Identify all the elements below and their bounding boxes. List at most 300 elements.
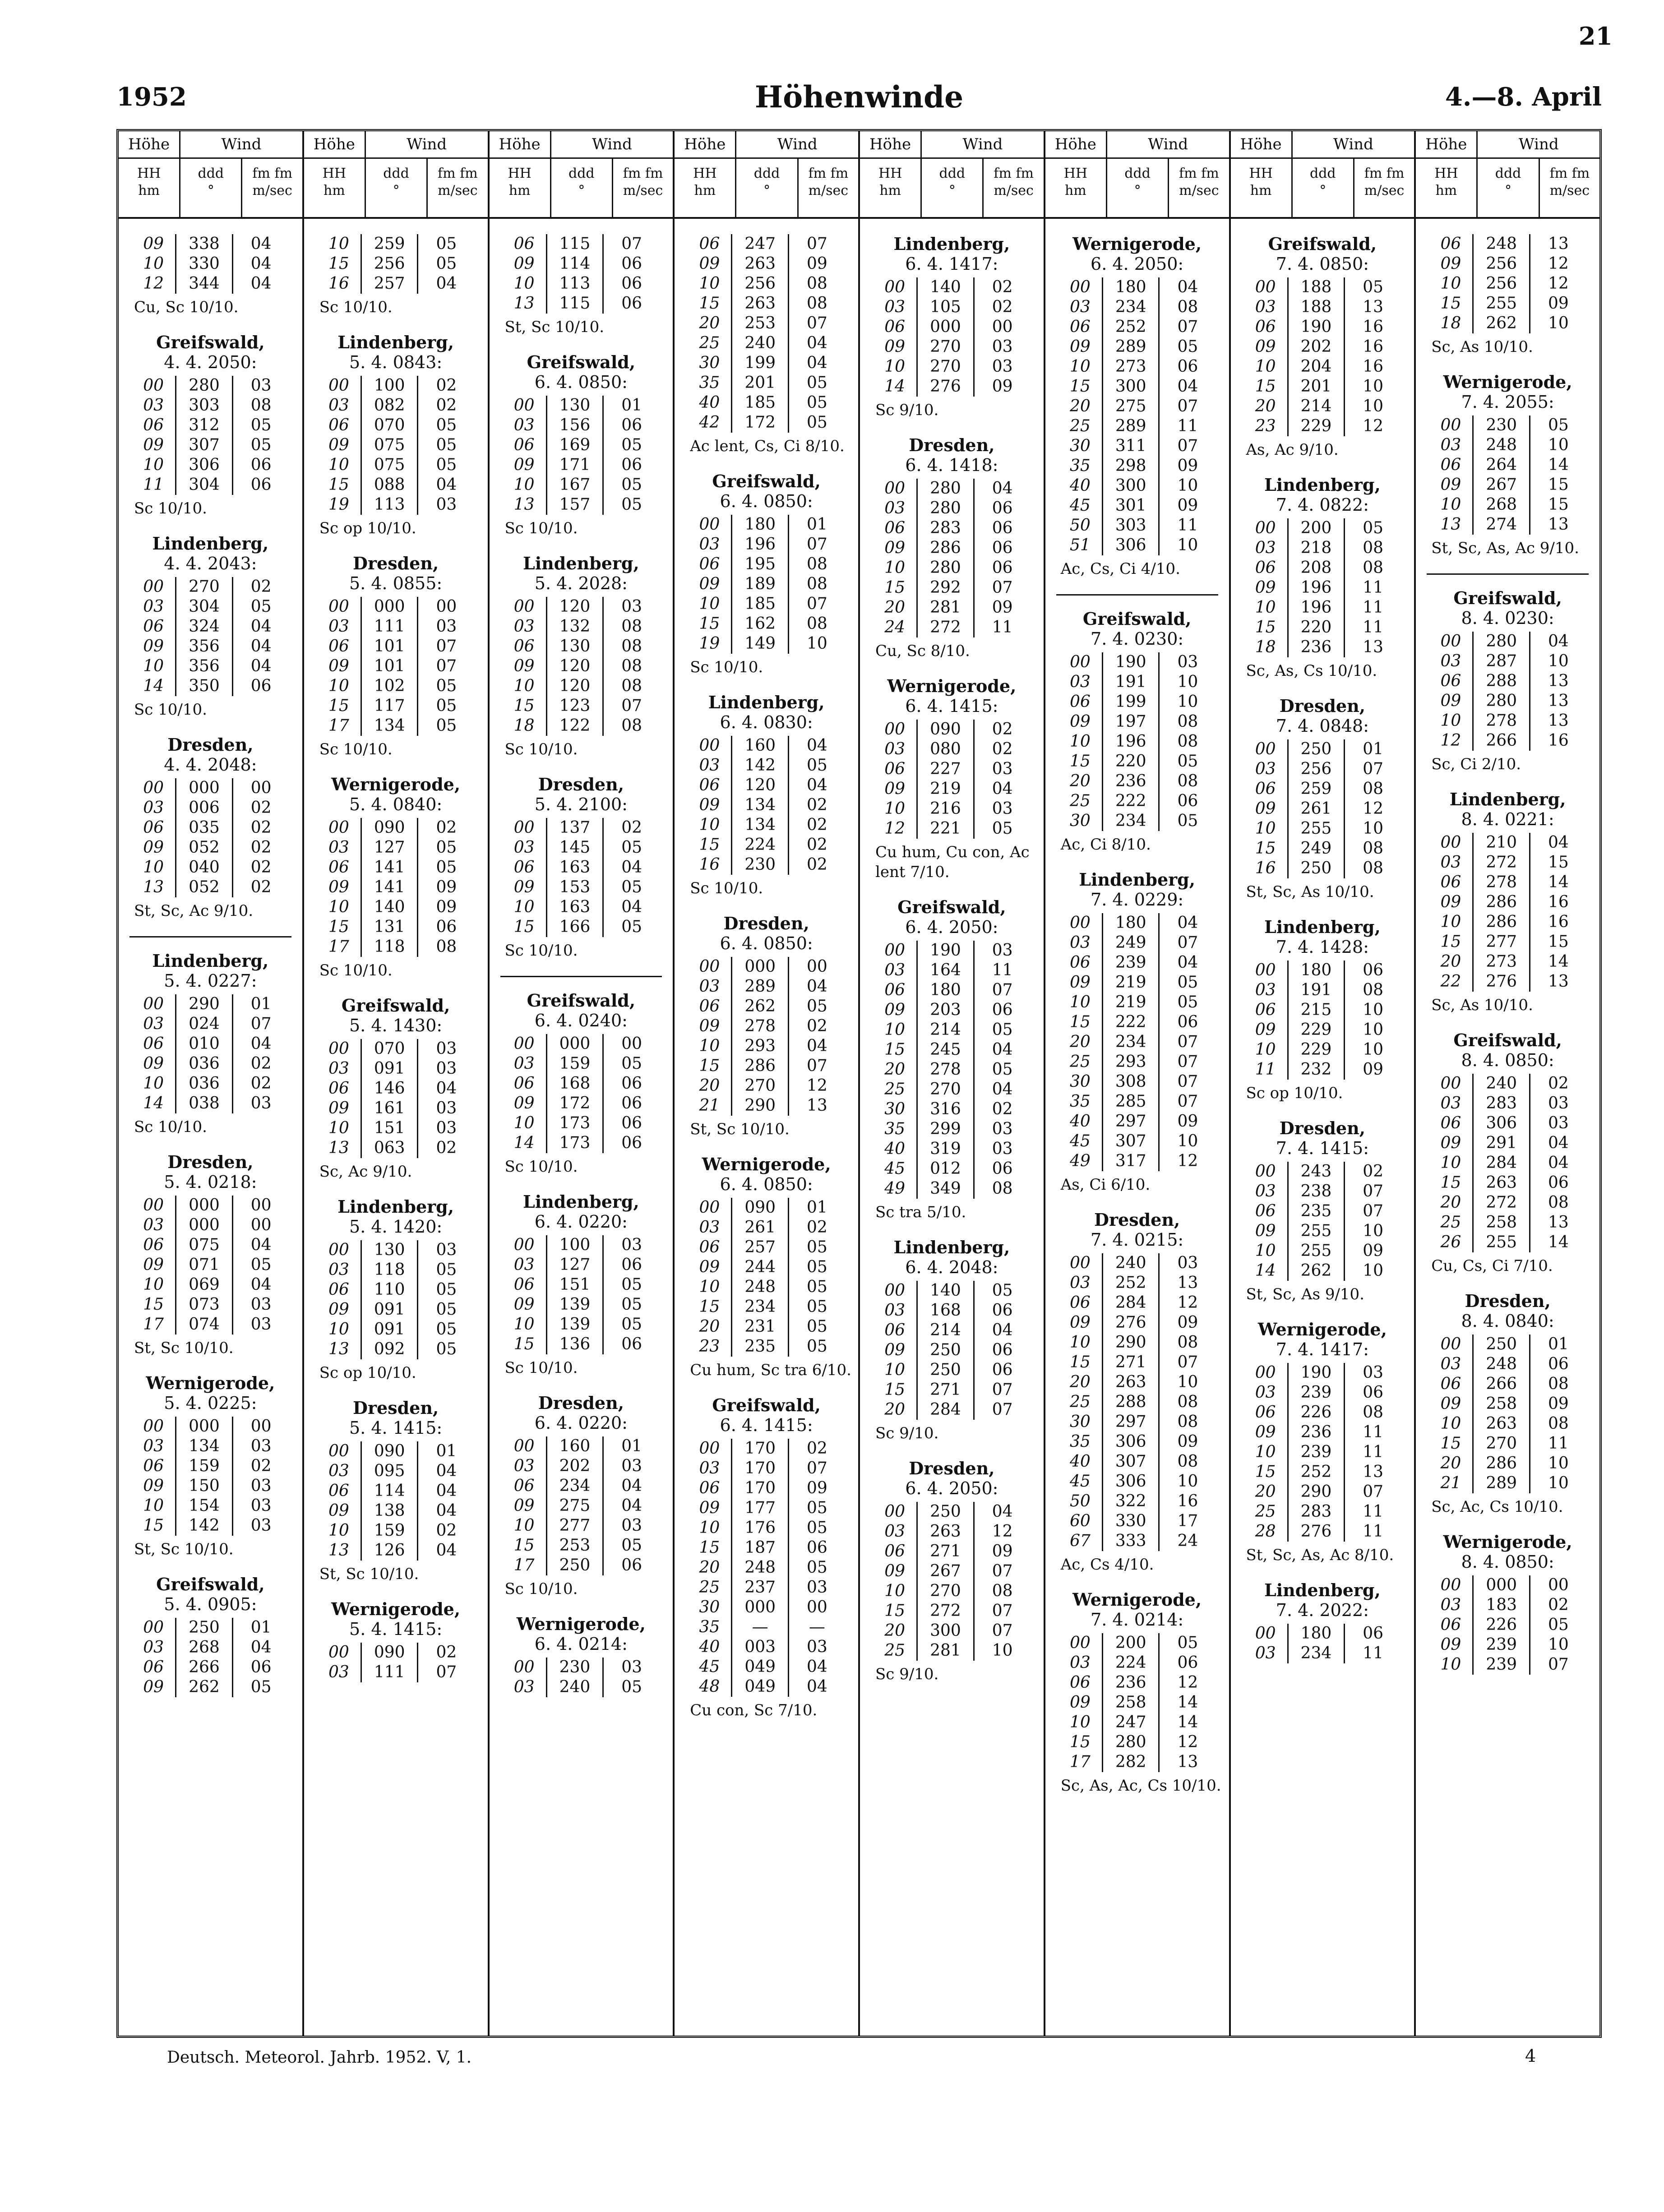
height-cell: 03: [513, 416, 535, 434]
table-row: [317, 1099, 474, 1118]
station-block: [310, 1398, 481, 1584]
header-hh: HH hm: [675, 159, 736, 217]
station-name: Dresden,: [1094, 1210, 1180, 1230]
table-row: [1429, 1233, 1586, 1252]
table-row: [688, 795, 845, 815]
table-row: [317, 1240, 474, 1260]
speed-cell: 07: [806, 235, 827, 253]
station-name: Dresden,: [723, 913, 809, 933]
height-cell: 09: [699, 575, 720, 593]
height-cell: 13: [143, 878, 164, 896]
cloud-note: Sc 9/10.: [875, 1424, 939, 1442]
table-row: [503, 1335, 660, 1354]
direction-cell: 290: [1102, 1333, 1159, 1353]
direction-cell: 012: [917, 1159, 974, 1179]
station-name: Wernigerode,: [146, 1373, 275, 1393]
table-row: [873, 779, 1030, 799]
direction-cell: 316: [917, 1099, 974, 1119]
height-cell: 15: [1070, 1013, 1091, 1031]
table-row: [688, 1459, 845, 1478]
station-block: [310, 775, 481, 980]
observation-time: 6. 4. 0850:: [534, 372, 628, 392]
speed-cell: 07: [1177, 1072, 1198, 1091]
cloud-note: Sc op 10/10.: [319, 519, 416, 537]
station-name: Greifswald,: [712, 1395, 821, 1415]
table-row: [688, 977, 845, 997]
direction-cell: 333: [1102, 1531, 1159, 1551]
table-row: [1429, 711, 1586, 731]
speed-cell: 13: [1548, 972, 1569, 991]
direction-cell: 219: [1102, 973, 1159, 993]
height-cell: 09: [143, 436, 164, 454]
direction-cell: 141: [361, 858, 417, 877]
cloud-note: Sc, Ac, Cs 10/10.: [1431, 1498, 1563, 1516]
header-fmfm: fm fm m/sec: [623, 166, 663, 199]
direction-cell: 280: [1473, 632, 1530, 651]
direction-cell: 127: [546, 1255, 603, 1275]
speed-cell: 02: [806, 1218, 827, 1237]
height-cell: 10: [513, 1114, 535, 1132]
direction-cell: 191: [1102, 672, 1159, 692]
direction-cell: 114: [546, 254, 603, 274]
speed-cell: 06: [621, 294, 642, 313]
speed-cell: 14: [1177, 1713, 1198, 1732]
speed-cell: 05: [436, 1280, 457, 1299]
direction-cell: 262: [732, 997, 788, 1016]
observation-table: [1429, 234, 1586, 333]
speed-cell: 08: [806, 555, 827, 573]
table-row: [503, 1456, 660, 1476]
speed-cell: 04: [250, 617, 272, 636]
observation-table: [1244, 277, 1401, 436]
direction-cell: 259: [1288, 779, 1344, 799]
height-cell: 03: [1070, 673, 1091, 691]
table-row: [688, 1439, 845, 1459]
height-cell: 06: [328, 858, 349, 877]
table-row: [688, 274, 845, 294]
speed-cell: 04: [806, 1037, 827, 1055]
height-cell: 15: [328, 697, 349, 715]
table-row: [1429, 294, 1586, 314]
speed-cell: 10: [1177, 673, 1198, 691]
cloud-note: Sc 10/10.: [690, 658, 763, 676]
height-cell: 03: [143, 799, 164, 817]
speed-cell: 12: [1177, 1293, 1198, 1312]
table-row: [317, 696, 474, 716]
height-cell: 06: [1070, 1293, 1091, 1312]
header-hoehe: Höhe: [1231, 131, 1293, 157]
table-row: [503, 637, 660, 656]
height-cell: 00: [1070, 914, 1091, 932]
speed-cell: 10: [1177, 1472, 1198, 1491]
direction-cell: 239: [1473, 1655, 1530, 1675]
speed-cell: 00: [1548, 1576, 1569, 1594]
speed-cell: 01: [250, 1618, 272, 1637]
speed-cell: 04: [621, 898, 642, 916]
speed-cell: 02: [250, 799, 272, 817]
speed-cell: 04: [806, 776, 827, 794]
section-divider: [1056, 594, 1218, 596]
height-cell: 30: [884, 1100, 906, 1118]
cloud-note: Cu, Cs, Ci 7/10.: [1431, 1257, 1553, 1275]
cloud-note: Sc, As 10/10.: [1431, 338, 1533, 356]
table-row: [132, 1677, 289, 1697]
height-cell: 09: [513, 254, 535, 273]
height-cell: 09: [1255, 799, 1276, 818]
speed-cell: 09: [992, 598, 1013, 617]
direction-cell: 168: [917, 1301, 974, 1321]
station-name: Greifswald,: [1082, 609, 1192, 629]
table-row: [132, 577, 289, 597]
table-row: [1058, 516, 1216, 536]
table-row: [1058, 476, 1216, 496]
height-cell: 06: [513, 637, 535, 656]
direction-cell: 330: [1102, 1511, 1159, 1531]
station-block: [125, 534, 296, 720]
observation-time: 5. 4. 0225:: [164, 1393, 257, 1413]
height-cell: 10: [1440, 274, 1461, 293]
height-cell: 10: [699, 1519, 720, 1537]
table-row: [132, 435, 289, 455]
speed-cell: 15: [1548, 495, 1569, 514]
observation-time: 4. 4. 2050:: [164, 352, 257, 372]
direction-cell: 049: [732, 1657, 788, 1677]
station-name: Lindenberg,: [152, 533, 269, 554]
table-row: [1429, 475, 1586, 495]
speed-cell: 07: [1363, 1182, 1384, 1201]
table-row: [873, 377, 1030, 397]
speed-cell: 04: [436, 1079, 457, 1098]
speed-cell: 12: [1548, 274, 1569, 293]
direction-cell: 293: [1102, 1052, 1159, 1072]
table-row: [1429, 1074, 1586, 1094]
height-cell: 50: [1070, 516, 1091, 535]
height-cell: 30: [1070, 1413, 1091, 1431]
station-name: Greifswald,: [1453, 588, 1562, 608]
speed-cell: 07: [1177, 933, 1198, 952]
table-row: [1058, 1052, 1216, 1072]
speed-cell: 07: [1177, 397, 1198, 416]
speed-cell: 08: [1177, 298, 1198, 316]
height-cell: 03: [884, 740, 906, 758]
speed-cell: 08: [806, 274, 827, 293]
direction-cell: 248: [1473, 1354, 1530, 1374]
height-cell: 42: [699, 413, 720, 432]
height-cell: 00: [1070, 1254, 1091, 1272]
table-row: [873, 1099, 1030, 1119]
table-row: [1429, 1394, 1586, 1414]
table-row: [503, 1476, 660, 1496]
speed-cell: 04: [621, 1496, 642, 1515]
speed-cell: 05: [436, 716, 457, 735]
cloud-note: Sc 10/10.: [690, 879, 763, 897]
table-row: [873, 799, 1030, 819]
speed-cell: 03: [806, 1578, 827, 1597]
table-column: [675, 219, 860, 2036]
height-cell: 00: [513, 1034, 535, 1053]
height-cell: 00: [1070, 1634, 1091, 1652]
speed-cell: 05: [1548, 416, 1569, 434]
table-row: [1429, 1133, 1586, 1153]
direction-cell: 210: [1473, 833, 1530, 853]
speed-cell: 01: [806, 1198, 827, 1217]
station-block: [866, 435, 1037, 661]
direction-cell: 226: [1288, 1403, 1344, 1422]
table-row: [132, 597, 289, 617]
observation-table: [132, 1618, 289, 1697]
table-row: [688, 1076, 845, 1096]
speed-cell: 12: [1363, 417, 1384, 435]
speed-cell: 07: [436, 1663, 457, 1681]
cloud-note: Sc 10/10.: [319, 298, 393, 316]
direction-cell: 250: [1288, 859, 1344, 878]
direction-cell: 000: [732, 1598, 788, 1617]
speed-cell: 10: [1177, 1373, 1198, 1391]
observation-time: 7. 4. 1415:: [1276, 1138, 1369, 1158]
station-block: [1237, 696, 1408, 902]
station-block: [125, 951, 296, 1137]
speed-cell: 02: [436, 376, 457, 395]
speed-cell: 11: [1363, 1522, 1384, 1541]
direction-cell: 284: [1102, 1293, 1159, 1313]
direction-cell: 275: [1102, 397, 1159, 416]
table-row: [688, 535, 845, 554]
speed-cell: 05: [436, 697, 457, 715]
direction-cell: 236: [1288, 637, 1344, 657]
direction-cell: 070: [361, 1039, 417, 1059]
table-row: [1429, 892, 1586, 912]
height-cell: 10: [1255, 819, 1276, 838]
height-cell: 18: [1255, 638, 1276, 656]
speed-cell: 00: [621, 1034, 642, 1053]
cloud-note: Sc 10/10.: [134, 701, 207, 719]
table-row: [503, 435, 660, 455]
direction-cell: 255: [1288, 1241, 1344, 1261]
table-row: [873, 1060, 1030, 1080]
speed-cell: 02: [992, 1100, 1013, 1118]
page-title: Höhenwinde: [754, 79, 964, 115]
direction-cell: 091: [361, 1320, 417, 1339]
direction-cell: 280: [1102, 1732, 1159, 1752]
observation-table: [317, 1441, 474, 1561]
direction-cell: 095: [361, 1461, 417, 1481]
direction-cell: 180: [1288, 961, 1344, 980]
height-cell: 15: [513, 1536, 535, 1555]
table-row: [873, 578, 1030, 598]
height-cell: 20: [884, 1400, 906, 1419]
speed-cell: 00: [250, 1216, 272, 1234]
observation-time: 5. 4. 0843:: [349, 352, 443, 372]
cloud-note: St, Sc, Ac 9/10.: [134, 902, 254, 920]
speed-cell: 06: [992, 559, 1013, 577]
table-row: [503, 495, 660, 515]
height-cell: 10: [143, 1496, 164, 1515]
direction-cell: 256: [1288, 759, 1344, 779]
height-cell: 06: [1440, 1114, 1461, 1132]
height-cell: 00: [699, 515, 720, 534]
height-cell: 00: [143, 577, 164, 596]
speed-cell: 04: [250, 1638, 272, 1657]
table-row: [132, 1417, 289, 1436]
table-row: [132, 1215, 289, 1235]
table-row: [317, 416, 474, 435]
table-row: [1244, 1383, 1401, 1403]
station-block: [1237, 234, 1408, 460]
speed-cell: 04: [992, 1502, 1013, 1521]
speed-cell: 08: [250, 396, 272, 415]
speed-cell: 13: [1548, 235, 1569, 253]
observation-time: 5. 4. 0227:: [164, 971, 257, 991]
speed-cell: 05: [1548, 1616, 1569, 1634]
direction-cell: 216: [917, 799, 974, 819]
speed-cell: 03: [250, 1094, 272, 1113]
height-cell: 40: [1070, 1112, 1091, 1131]
footer-citation: Deutsch. Meteorol. Jahrb. 1952. V, 1.: [167, 2048, 472, 2067]
speed-cell: 05: [1177, 973, 1198, 992]
height-cell: 30: [1070, 1072, 1091, 1091]
direction-cell: 183: [1473, 1595, 1530, 1615]
direction-cell: 247: [732, 234, 788, 254]
direction-cell: 163: [546, 858, 603, 877]
height-cell: 40: [884, 1140, 906, 1158]
height-cell: 00: [1255, 1162, 1276, 1181]
table-row: [873, 1119, 1030, 1139]
table-row: [1429, 972, 1586, 992]
table-row: [1058, 652, 1216, 672]
height-cell: 03: [1255, 298, 1276, 316]
speed-cell: 05: [806, 393, 827, 412]
speed-cell: 12: [1363, 799, 1384, 818]
observation-table: [688, 736, 845, 875]
height-cell: 03: [884, 1522, 906, 1541]
table-row: [317, 838, 474, 858]
direction-cell: 301: [1102, 496, 1159, 516]
speed-cell: 05: [1363, 278, 1384, 296]
direction-cell: 268: [1473, 495, 1530, 515]
speed-cell: 09: [806, 254, 827, 273]
height-cell: 06: [1255, 1202, 1276, 1220]
direction-cell: 230: [1473, 416, 1530, 435]
speed-cell: 09: [992, 1542, 1013, 1561]
cloud-note: St, Sc 10/10.: [319, 1565, 419, 1583]
cloud-note: Ac, Cs 4/10.: [1060, 1556, 1154, 1574]
table-row: [873, 1641, 1030, 1661]
direction-cell: 113: [546, 274, 603, 294]
height-cell: 12: [143, 274, 164, 293]
direction-cell: 311: [1102, 436, 1159, 456]
table-row: [873, 941, 1030, 961]
cloud-note: Cu, Sc 8/10.: [875, 642, 970, 660]
direction-cell: 221: [917, 819, 974, 839]
table-row: [503, 1295, 660, 1315]
speed-cell: 11: [1363, 1443, 1384, 1461]
cloud-note: St, Sc, As, Ac 9/10.: [1431, 539, 1579, 557]
header-group: [1045, 131, 1231, 217]
table-row: [688, 776, 845, 795]
station-block: [1052, 1590, 1223, 1796]
station-block: [681, 1395, 852, 1720]
table-row: [688, 554, 845, 574]
direction-cell: 091: [361, 1300, 417, 1320]
direction-cell: 278: [732, 1016, 788, 1036]
height-cell: 09: [1255, 1222, 1276, 1240]
table-row: [317, 617, 474, 637]
header-hh: HH hm: [119, 159, 180, 217]
speed-cell: 03: [992, 760, 1013, 778]
speed-cell: 07: [992, 1562, 1013, 1580]
table-columns: [119, 219, 1599, 2036]
table-row: [503, 917, 660, 937]
speed-cell: 06: [1363, 961, 1384, 979]
height-cell: 10: [884, 1021, 906, 1039]
table-row: [503, 416, 660, 435]
station-name: Lindenberg,: [893, 234, 1010, 254]
direction-cell: 298: [1102, 456, 1159, 476]
table-row: [1429, 1454, 1586, 1473]
direction-cell: 140: [917, 1281, 974, 1301]
speed-cell: 24: [1177, 1532, 1198, 1550]
observation-table: [132, 376, 289, 495]
header-hh: HH hm: [1231, 159, 1293, 217]
direction-cell: 134: [732, 795, 788, 815]
observation-table: [688, 1439, 845, 1697]
station-block: [310, 1197, 481, 1383]
station-block: [681, 234, 852, 456]
speed-cell: 05: [436, 1340, 457, 1358]
table-row: [1244, 1020, 1401, 1040]
height-cell: 25: [1070, 792, 1091, 810]
table-row: [688, 1257, 845, 1277]
height-cell: 15: [513, 1335, 535, 1353]
table-row: [688, 835, 845, 855]
station-block: [125, 234, 296, 317]
height-cell: 15: [1440, 933, 1461, 951]
table-row: [1244, 637, 1401, 657]
station-name: Lindenberg,: [523, 1191, 639, 1212]
direction-cell: 024: [176, 1014, 232, 1034]
height-cell: 06: [699, 776, 720, 794]
table-row: [132, 254, 289, 274]
table-row: [1429, 1153, 1586, 1173]
cloud-note: As, Ac 9/10.: [1246, 441, 1339, 459]
header-group: [860, 131, 1045, 217]
direction-cell: 197: [1102, 712, 1159, 732]
speed-cell: 05: [250, 1678, 272, 1696]
header-ddd: ddd °: [551, 159, 613, 217]
observation-time: 7. 4. 0215:: [1091, 1230, 1184, 1250]
height-cell: 06: [1255, 318, 1276, 336]
height-cell: 10: [699, 595, 720, 613]
direction-cell: 289: [1102, 337, 1159, 357]
direction-cell: 196: [1288, 598, 1344, 618]
speed-cell: 05: [250, 597, 272, 616]
station-name: Dresden,: [538, 774, 624, 794]
speed-cell: 13: [1177, 1274, 1198, 1292]
speed-cell: 06: [806, 1538, 827, 1557]
direction-cell: 088: [361, 475, 417, 495]
height-cell: 09: [1440, 893, 1461, 911]
speed-cell: 12: [992, 1522, 1013, 1541]
height-cell: 09: [143, 235, 164, 253]
speed-cell: 08: [1548, 1414, 1569, 1433]
direction-cell: 140: [361, 897, 417, 917]
station-block: [125, 735, 296, 921]
direction-cell: 075: [361, 435, 417, 455]
station-name: Lindenberg,: [337, 332, 454, 352]
speed-cell: 07: [992, 1381, 1013, 1399]
direction-cell: 134: [176, 1436, 232, 1456]
height-cell: 10: [513, 1516, 535, 1535]
